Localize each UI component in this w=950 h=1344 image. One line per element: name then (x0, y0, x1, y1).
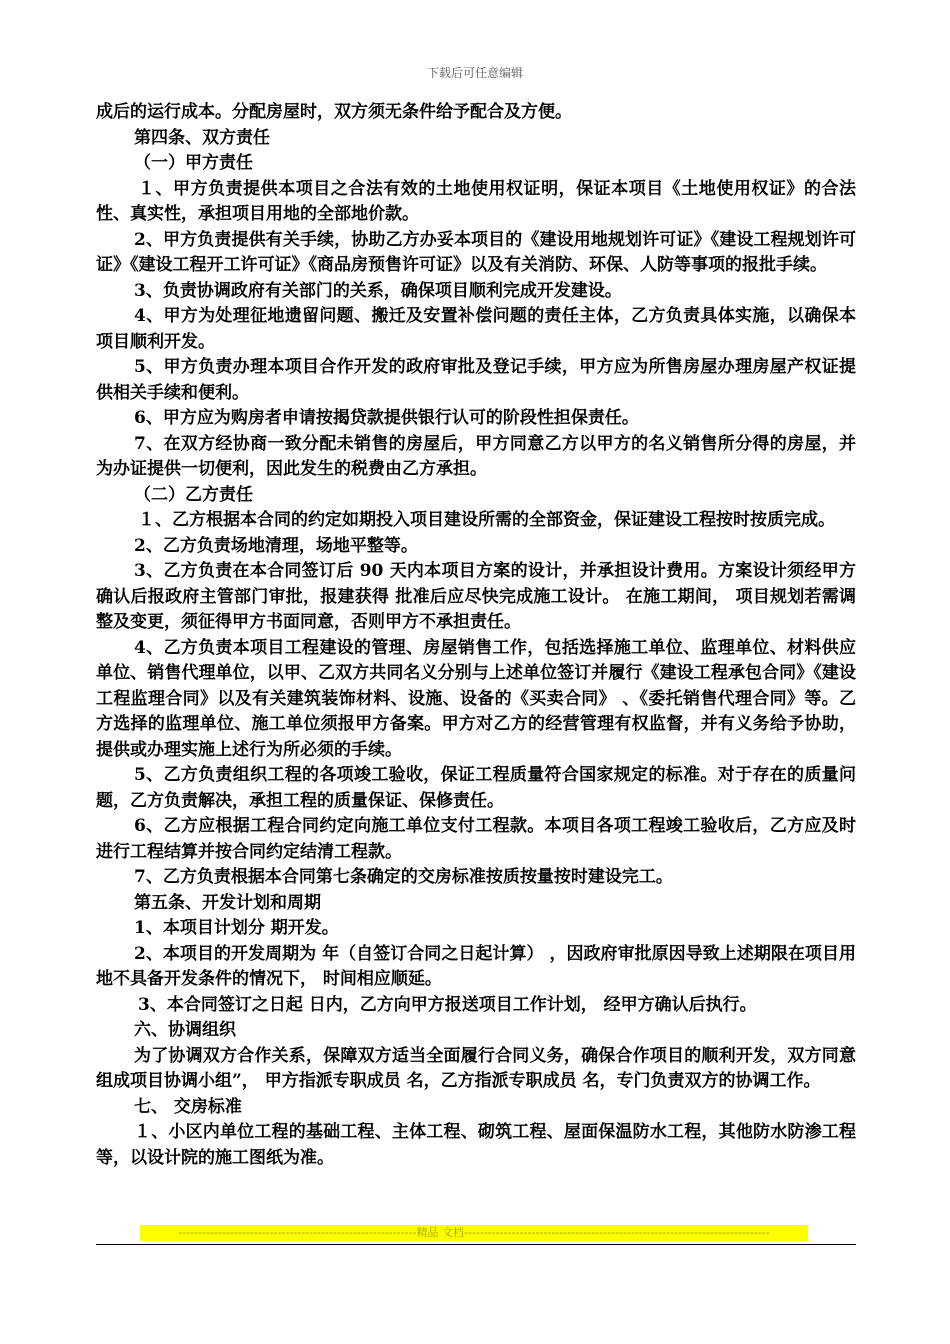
paragraph: 2、乙方负责场地清理，场地平整等。 (134, 535, 418, 556)
paragraph: 6、甲方应为购房者申请按揭贷款提供银行认可的阶段性担保责任。 (134, 408, 639, 428)
paragraph: １、乙方根据本合同的约定如期投入项目建设所需的全部资金，保证建设工程按时按质完成。 (138, 510, 835, 530)
paragraph: 5、乙方负责组织工程的各项竣工验收，保证工程质量符合国家规定的标准。对于存在的质量问题，乙方负责解决，承担工程的质量保证、保修责任。 (96, 765, 856, 811)
paragraph: 4、乙方负责本项目工程建设的管理、房屋销售工作，包括选择施工单位、监理单位、材料供应单位、销售代理单位，以甲、乙双方共同名义分别与上述单位签订并履行《建设工程承包合同》《建设工程监理合同》以及有关建筑装饰材料、设施、设备的《买卖合同》 、《委托销售代理合同》等。乙方选择的监理单位、施工单位须报甲方备案。甲方对乙方的经营管理有权监督，并有义务给予协助，提供或办理实施上述行为所必须的手续。 (96, 637, 856, 760)
paragraph: 2、甲方负责提供有关手续，协助乙方办妥本项目的《建设用地规划许可证》《建设工程规划许可证》《建设工程开工许可证》《商品房预售许可证》以及有关消防、环保、人防等事项的报批手续。 (96, 229, 856, 275)
paragraph: 为了协调双方合作关系，保障双方适当全面履行合同义务，确保合作项目的顺利开发，双方同意组成项目协调小组”， 甲方指派专职成员 名，乙方指派专职成员 名，专门负责双方的协调工作。 (96, 1045, 856, 1091)
paragraph: 5、甲方负责办理本项目合作开发的政府审批及登记手续，甲方应为所售房屋办理房屋产权证提供相关手续和便利。 (96, 357, 856, 403)
footer-banner: ------------------------------------------------------------精品 文档----------------------------------------------------------------------------- (140, 1225, 808, 1241)
paragraph: （二）乙方责任 (134, 484, 253, 505)
paragraph: 3、乙方负责在本合同签订后 90 天内本项目方案的设计，并承担设计费用。方案设计须经甲方确认后报政府主管部门审批，报建获得 批准后应尽快完成施工设计。 在施工期间， 项目规划若需调整及变更，须征得甲方书面同意，否则甲方不承担责任。 (96, 561, 856, 632)
paragraph: 3、本合同签订之日起 日内，乙方向甲方报送项目工作计划， 经甲方确认后执行。 (138, 994, 757, 1015)
document-body (96, 100, 856, 1171)
paragraph: １、甲方负责提供本项目之合法有效的土地使用权证明，保证本项目《土地使用权证》的合法性、真实性，承担项目用地的全部地价款。 (96, 178, 856, 224)
paragraph: 1、本项目计划分 期开发。 (134, 918, 339, 938)
paragraph: 7、在双方经协商一致分配未销售的房屋后，甲方同意乙方以甲方的名义销售所分得的房屋，并为办证提供一切便利，因此发生的税费由乙方承担。 (96, 433, 856, 479)
paragraph: 成后的运行成本。分配房屋时，双方须无条件给予配合及方便。 (96, 102, 572, 122)
paragraph: （一）甲方责任 (134, 153, 253, 173)
paragraph: 2、本项目的开发周期为 年（自签订合同之日起计算） ，因政府审批原因导致上述期限在项目用地不具备开发条件的情况下， 时间相应顺延。 (96, 943, 856, 989)
paragraph: １、小区内单位工程的基础工程、主体工程、砌筑工程、屋面保温防水工程，其他防水防渗工程等，以设计院的施工图纸为准。 (96, 1122, 856, 1168)
paragraph: 第四条、双方责任 (134, 127, 270, 148)
paragraph: 七、 交房标准 (134, 1096, 242, 1117)
footer-divider (96, 1244, 856, 1245)
page-header: 下载后可任意编辑 (426, 66, 523, 80)
paragraph: 6、乙方应根据工程合同约定向施工单位支付工程款。本项目各项工程竣工验收后，乙方应及时进行工程结算并按合同约定结清工程款。 (96, 816, 856, 862)
paragraph: 六、协调组织 (134, 1020, 236, 1040)
paragraph: 7、乙方负责根据本合同第七条确定的交房标准按质按量按时建设完工。 (134, 867, 673, 887)
paragraph: 第五条、开发计划和周期 (134, 892, 321, 913)
paragraph: 4、甲方为处理征地遗留问题、搬迁及安置补偿问题的责任主体，乙方负责具体实施，以确保本项目顺利开发。 (96, 306, 856, 352)
paragraph: 3、负责协调政府有关部门的关系，确保项目顺利完成开发建设。 (134, 280, 622, 301)
